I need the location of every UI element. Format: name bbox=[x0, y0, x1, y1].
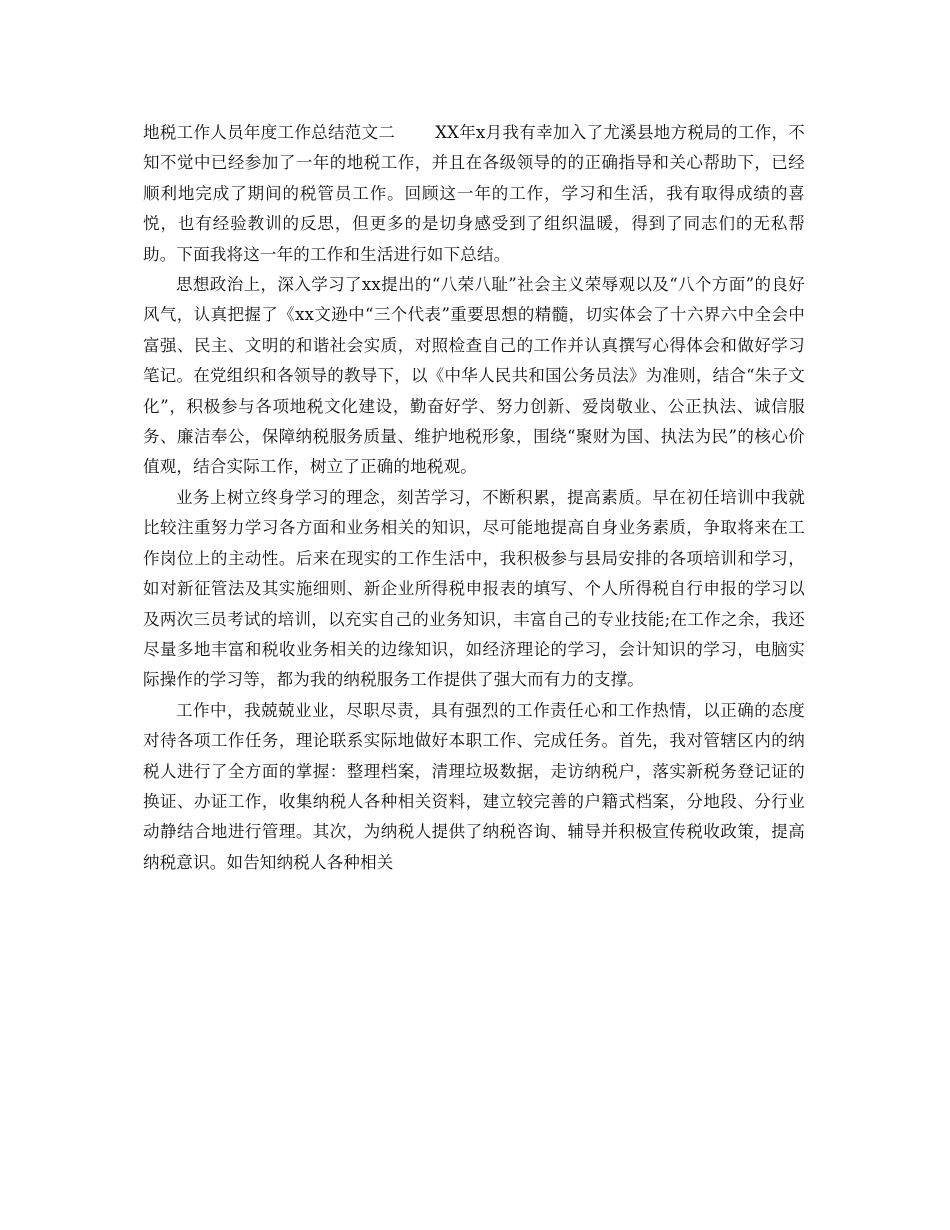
opening-paragraph bbox=[143, 118, 805, 270]
paragraph-1-text: XX年x月我有幸加入了尤溪县地方税局的工作，不知不觉中已经参加了一年的地税工作，并且在各级领导的的正确指导和关心帮助下，已经顺利地完成了期间的税管员工作。回顾这一年的工作，学习和生活，我有取得成绩的喜悦，也有经验教训的反思，但更多的是切身感受到了组织温暖，得到了同志们的无私帮助。下面我将这一年的工作和生活进行如下总结。 bbox=[143, 123, 806, 264]
paragraph-3: 业务上树立终身学习的理念，刻苦学习，不断积累，提高素质。早在初任培训中我就比较注重努力学习各方面和业务相关的知识，尽可能地提高自身业务素质，争取将来在工作岗位上的主动性。后来在现实的工作生活中，我积极参与县局安排的各项培训和学习，如对新征管法及其实施细则、新企业所得税申报表的填写、个人所得税自行申报的学习以及两次三员考试的培训，以充实自己的业务知识，丰富自己的专业技能;在工作之余，我还尽量多地丰富和税收业务相关的边缘知识，如经济理论的学习，会计知识的学习，电脑实际操作的学习等，都为我的纳税服务工作提供了强大而有力的支撑。 bbox=[143, 487, 805, 690]
document-title: 地税工作人员年度工作总结范文二 bbox=[143, 123, 396, 142]
document-body bbox=[143, 118, 805, 878]
paragraph-2: 思想政治上，深入学习了xx提出的“八荣八耻”社会主义荣辱观以及“八个方面”的良好风气，认真把握了《xx文逊中“三个代表”重要思想的精髓，切实体会了十六界六中全会中富强、民主、文明的和谐社会实质，对照检查自己的工作并认真撰写心得体会和做好学习笔记。在党组织和各领导的教导下，以《中华人民共和国公务员法》为准则，结合“朱子文化”，积极参与各项地税文化建设，勤奋好学、努力创新、爱岗敬业、公正执法、诚信服务、廉洁奉公，保障纳税服务质量、维护地税形象，围绕“聚财为国、执法为民”的核心价值观，结合实际工作，树立了正确的地税观。 bbox=[143, 275, 805, 477]
paragraph-4: 工作中，我兢兢业业，尽职尽责，具有强烈的工作责任心和工作热情，以正确的态度对待各项工作任务，理论联系实际地做好本职工作、完成任务。首先，我对管辖区内的纳税人进行了全方面的掌握：整理档案，清理垃圾数据，走访纳税户，落实新税务登记证的换证、办证工作，收集纳税人各种相关资料，建立较完善的户籍式档案，分地段、分行业动静结合地进行管理。其次，为纳税人提供了纳税咨询、辅导并积极宣传税收政策，提高纳税意识。如告知纳税人各种相关 bbox=[143, 700, 805, 872]
